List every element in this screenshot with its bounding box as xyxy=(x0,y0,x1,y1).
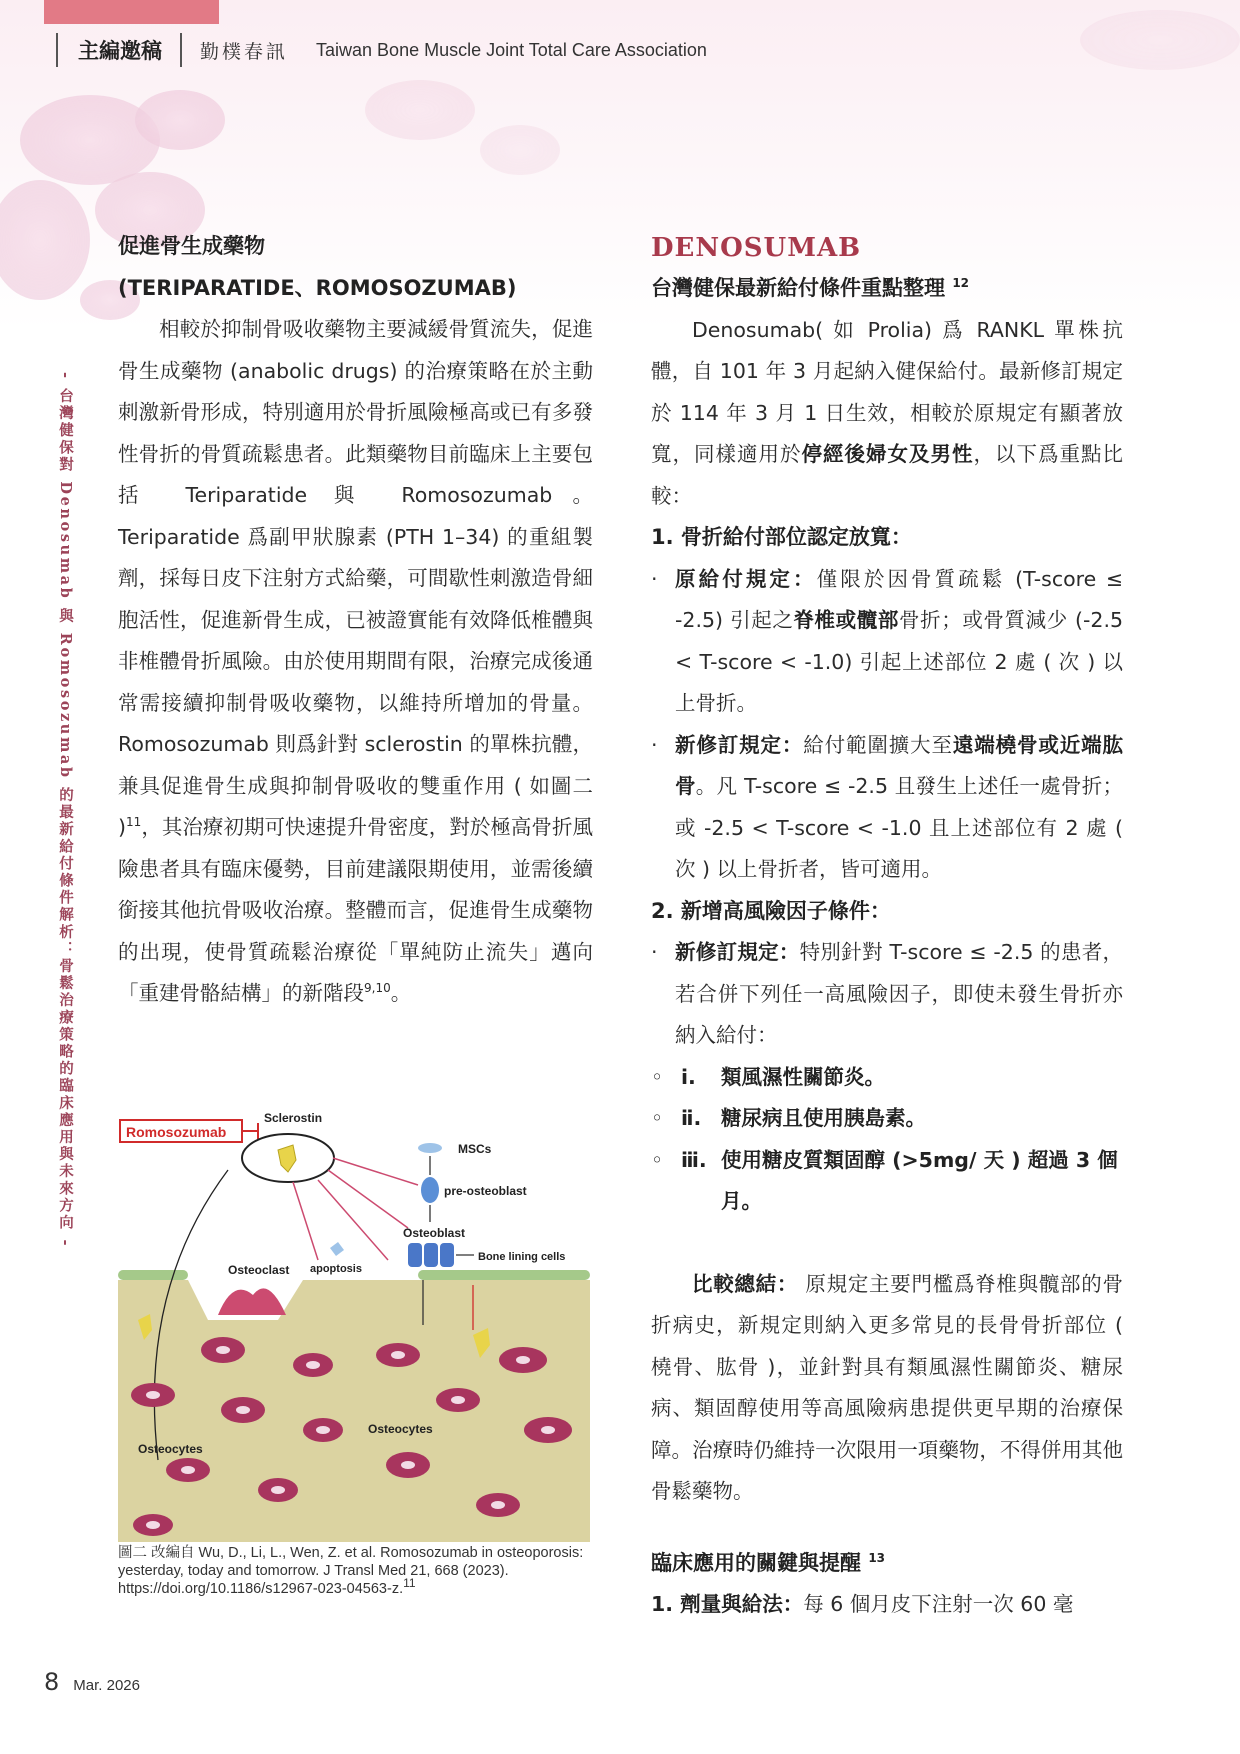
summary-paragraph: 比較總結： 原規定主要門檻爲脊椎與髖部的骨折病史，新規定則納入更多常見的長骨骨折部位 ( 橈骨、肱骨 )，並針對具有類風濕性關節炎、糖尿病、類固醇使用等高風險病患提供更早期的治療保障。治療時仍維持一次限用一項藥物，不得併用其他骨鬆藥物。 xyxy=(651,1271,1124,1503)
sclerostin-label: Sclerostin xyxy=(264,1111,323,1125)
section-subheading: (TERIPARATIDE、ROMOSOZUMAB) xyxy=(118,275,517,300)
apoptosis-label: apoptosis xyxy=(310,1263,362,1275)
osteocytes-label: Osteocytes xyxy=(138,1442,203,1456)
point-heading: 2. 新增高風險因子條件： xyxy=(651,898,891,923)
osteoblast-cell xyxy=(408,1243,422,1267)
section-label: 主編邀稿 xyxy=(78,39,162,63)
osteoblast-label: Osteoblast xyxy=(403,1226,466,1240)
osteoclast-label: Osteoclast xyxy=(228,1263,290,1277)
issue-date: Mar. 2026 xyxy=(73,1677,140,1694)
page-footer xyxy=(44,1668,140,1696)
figure-caption: 圖二 改編自 Wu, D., Li, L., Wen, Z. et al. Romosozumab in osteoporosis: yesterday, today and tomorrow. J Transl Med 21, 668 (2023). https://doi.org/10.1186/s12967-023-04563-z.$^{11}$ xyxy=(118,1545,584,1597)
page-number: 8 xyxy=(44,1668,60,1696)
bone-lining-cell xyxy=(418,1270,590,1280)
org-name-en: Taiwan Bone Muscle Joint Total Care Association xyxy=(316,39,707,60)
body-paragraph: 相較於抑制骨吸收藥物主要減緩骨質流失，促進骨生成藥物 (anabolic drugs) 的治療策略在於主動刺激新骨形成，特別適用於骨折風險極高或已有多發性骨折的骨質疏鬆患者。此類藥物目前臨床上主要包括 Teriparatide 與 Romosozumab。Teriparatide 爲副甲狀腺素 (PTH 1–34) 的重組製劑，採每日皮下注射方式給藥，可間歇性刺激造骨細胞活性，促進新骨生成，已被證實能有效降低椎體與非椎體骨折風險。由於使用期間有限，治療完成後通常需接續抑制骨吸收藥物，以維持所增加的骨量。Romosozumab 則爲針對 sclerostin 的單株抗體，兼具促進骨生成與抑制骨吸收的雙重作用 ( 如圖二 )$^{11}$，其治療初期可快速提升骨密度，對於極高骨折風險患者具有臨床優勢，目前建議限期使用，並需後續銜接其他抗骨吸收治療。整體而言，促進骨生成藥物的出現，使骨質疏鬆治療從「單純防止流失」邁向「重建骨骼結構」的新階段$^{9,10}$。 xyxy=(118,317,593,1005)
point-heading: 1. 骨折給付部位認定放寬： xyxy=(651,525,912,549)
left-column xyxy=(118,226,593,1015)
romosozumab-mechanism-figure xyxy=(118,1110,590,1542)
risk-factor-item: ◦ ⅲ. 使用糖皮質類固醇 (>5mg/ 天 ) 超過 3 個月。 xyxy=(651,1147,1118,1213)
osteoblast-cell xyxy=(424,1243,438,1267)
top-accent-bar xyxy=(44,0,219,24)
osteocytes-label: Osteocytes xyxy=(368,1422,433,1436)
running-header xyxy=(56,32,707,68)
bullet-item: · 原給付規定：僅限於因骨質疏鬆 (T-score ≤ -2.5) 引起之脊椎或髖部骨折；或骨質減少 (-2.5 < T-score < -1.0) 引起上述部位 2 處 ( 次 ) 以上骨折。 xyxy=(651,566,1124,715)
side-article-title: - 台灣健保對 Denosumab 與 Romosozumab 的最新給付條件解析：骨鬆治療策略的臨床應用與未來方向 - xyxy=(57,372,74,1249)
section-title: DENOSUMAB xyxy=(651,233,862,263)
bullet-item: · 新修訂規定：特別針對 T-score ≤ -2.5 的患者，若合併下列任一高風險因子，即使未發生骨折亦納入給付： xyxy=(651,940,1123,1047)
section-subtitle: 台灣健保最新給付條件重點整理 $^{12}$ xyxy=(651,276,970,300)
header-divider xyxy=(56,33,58,67)
bone-lining-cell xyxy=(118,1270,188,1280)
dose-paragraph: 1. 劑量與給法：每 6 個月皮下注射一次 60 毫 xyxy=(651,1592,1074,1616)
drug-label: Romosozumab xyxy=(126,1124,227,1140)
section-heading: 促進骨生成藥物 xyxy=(118,234,265,258)
pre-osteoblast-cell xyxy=(421,1177,439,1203)
risk-factor-item: ◦ ⅱ. 糖尿病且使用胰島素。 xyxy=(651,1106,926,1130)
org-name-zh: 勤樸春訊 xyxy=(200,40,289,63)
bullet-item: · 新修訂規定：給付範圍擴大至遠端橈骨或近端肱骨。凡 T-score ≤ -2.5 且發生上述任一處骨折；或 -2.5 < T-score < -1.0 且上述部位有 2 處 ( 次 ) 以上骨折者，皆可適用。 xyxy=(651,732,1123,881)
header-divider xyxy=(180,33,182,67)
msc-label: MSCs xyxy=(458,1142,492,1156)
clinical-heading: 臨床應用的關鍵與提醒 $^{13}$ xyxy=(651,1550,886,1575)
pre-osteoblast-label: pre-osteoblast xyxy=(444,1184,527,1198)
intro-paragraph: Denosumab( 如 Prolia) 爲 RANKL 單株抗體，自 101 年 3 月起納入健保給付。最新修訂規定於 114 年 3 月 1 日生效，相較於原規定有顯著放寬，同樣適用於停經後婦女及男性，以下爲重點比較： xyxy=(651,317,1123,508)
bone-lining-label: Bone lining cells xyxy=(478,1251,566,1263)
right-column xyxy=(651,228,1123,1626)
osteoblast-cell xyxy=(440,1243,454,1267)
msc-cell xyxy=(418,1143,442,1153)
risk-factor-item: ◦ ⅰ. 類風濕性關節炎。 xyxy=(651,1064,885,1089)
